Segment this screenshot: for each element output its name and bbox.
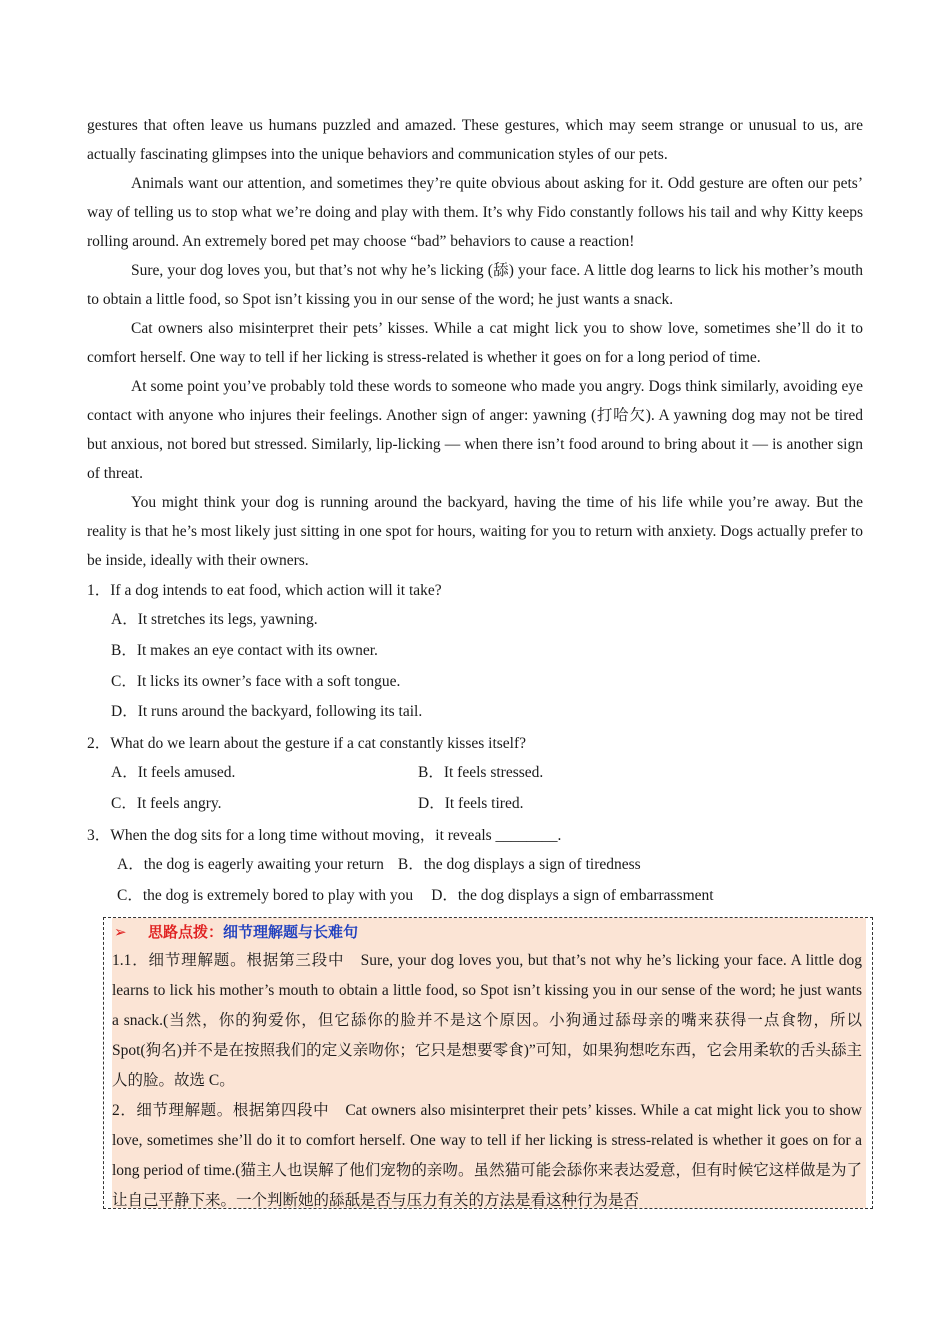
question-2-option-c: C．It feels angry. [111, 794, 222, 812]
question-1 [87, 576, 863, 728]
question-3-options [87, 850, 863, 912]
analysis-content [112, 918, 866, 1208]
analysis-header [112, 918, 866, 946]
document-page [87, 111, 863, 911]
analysis-answer-1: 1.1．细节理解题。根据第三段中 Sure, your dog loves you, but that’s not why he’s licking your face. A little dog learns to lick his mother’s mouth to obtain a little food, so Spot isn’t kissing you in our sense of the word; he just wants a snack.(当然，你的狗爱你，但它舔你的脸并不是这个原因。小狗通过舔母亲的嘴来获得一点食物，所以 Spot(狗名)并不是在按照我们的定义亲吻你；它只是想要零食)”可知，如果狗想吃东西，它会用柔软的舌头舔主人的脸。故选 C。 [112, 952, 862, 1089]
question-1-option-c: C．It licks its owner’s face with a soft tongue. [111, 672, 401, 690]
question-1-stem: 1．If a dog intends to eat food, which action will it take? [87, 582, 442, 599]
question-1-options [87, 605, 863, 728]
question-1-option-a: A．It stretches its legs, yawning. [111, 611, 318, 628]
passage-paragraph-2: Sure, your dog loves you, but that’s not why he’s licking (舔) your face. A little dog learns to lick his mother’s mouth to obtain a little food, so Spot isn’t kissing you in our sense of the word; he just wants a snack. [87, 262, 863, 308]
question-2-option-a: A．It feels amused. [111, 764, 236, 782]
question-3-option-b: B．the dog displays a sign of tiredness [397, 855, 641, 873]
passage-paragraph-3: Cat owners also misinterpret their pets’ kisses. While a cat might lick you to show love, sometimes she’ll do it to comfort herself. One way to tell if her licking is stress-related is whether it goes on for a long period of time. [87, 320, 863, 366]
analysis-title-red: 思路点拨： [148, 923, 224, 941]
question-2 [87, 729, 863, 820]
question-2-option-d: D．It feels tired. [418, 794, 524, 812]
passage-paragraph-4: At some point you’ve probably told these words to someone who made you angry. Dogs think similarly, avoiding eye contact with anyone who injures their feelings. Another sign of anger: yawning (打哈欠). A yawning dog may not be tired but anxious, not bored but stressed. Similarly, lip-licking — when there isn’t food around to bring about it — is another sign of threat. [87, 378, 863, 482]
question-2-option-b: B．It feels stressed. [418, 764, 544, 782]
question-3 [87, 821, 863, 912]
analysis-answer-2: 2．细节理解题。根据第四段中 Cat owners also misinterpret their pets’ kisses. While a cat might lick you to show love, sometimes she’ll do it to comfort herself. One way to tell if her licking is stress-related is whether it goes on for a long period of time.(猫主人也误解了他们宠物的亲吻。虽然猫可能会舔你来表达爱意，但有时候它这样做是为了让自己平静下来。一个判断她的舔舐是否与压力有关的方法是看这种行为是否 [112, 1102, 862, 1209]
question-3-option-c: C．the dog is extremely bored to play with you [117, 886, 414, 904]
analysis-box [103, 917, 873, 1209]
passage-paragraph-0: gestures that often leave us humans puzzled and amazed. These gestures, which may seem strange or unusual to us, are actually fascinating glimpses into the unique behaviors and communication styles of our pets. [87, 117, 863, 163]
passage-paragraph-5: You might think your dog is running around the backyard, having the time of his life while you’re away. But the reality is that he’s most likely just sitting in one spot for hours, waiting for you to return with anxiety. Dogs actually prefer to be inside, ideally with their owners. [87, 494, 863, 569]
analysis-title-blue: 细节理解题与长难句 [223, 923, 359, 941]
question-2-options [87, 758, 863, 820]
arrow-bullet-icon: ➢ [114, 923, 127, 941]
question-3-stem: 3．When the dog sits for a long time without moving，it reveals ________. [87, 826, 562, 844]
question-3-option-d: D．the dog displays a sign of embarrassment [431, 886, 714, 904]
question-1-option-b: B．It makes an eye contact with its owner. [111, 641, 378, 659]
question-3-option-a: A．the dog is eagerly awaiting your return [117, 855, 384, 873]
question-1-option-d: D．It runs around the backyard, following its tail. [111, 703, 423, 721]
passage-paragraph-1: Animals want our attention, and sometimes they’re quite obvious about asking for it. Odd gesture are often our pets’ way of telling us to stop what we’re doing and play with them. It’s why Fido constantly follows his tail and why Kitty keeps rolling around. An extremely bored pet may choose “bad” behaviors to cause a reaction! [87, 175, 863, 250]
question-2-stem: 2．What do we learn about the gesture if a cat constantly kisses itself? [87, 735, 527, 753]
